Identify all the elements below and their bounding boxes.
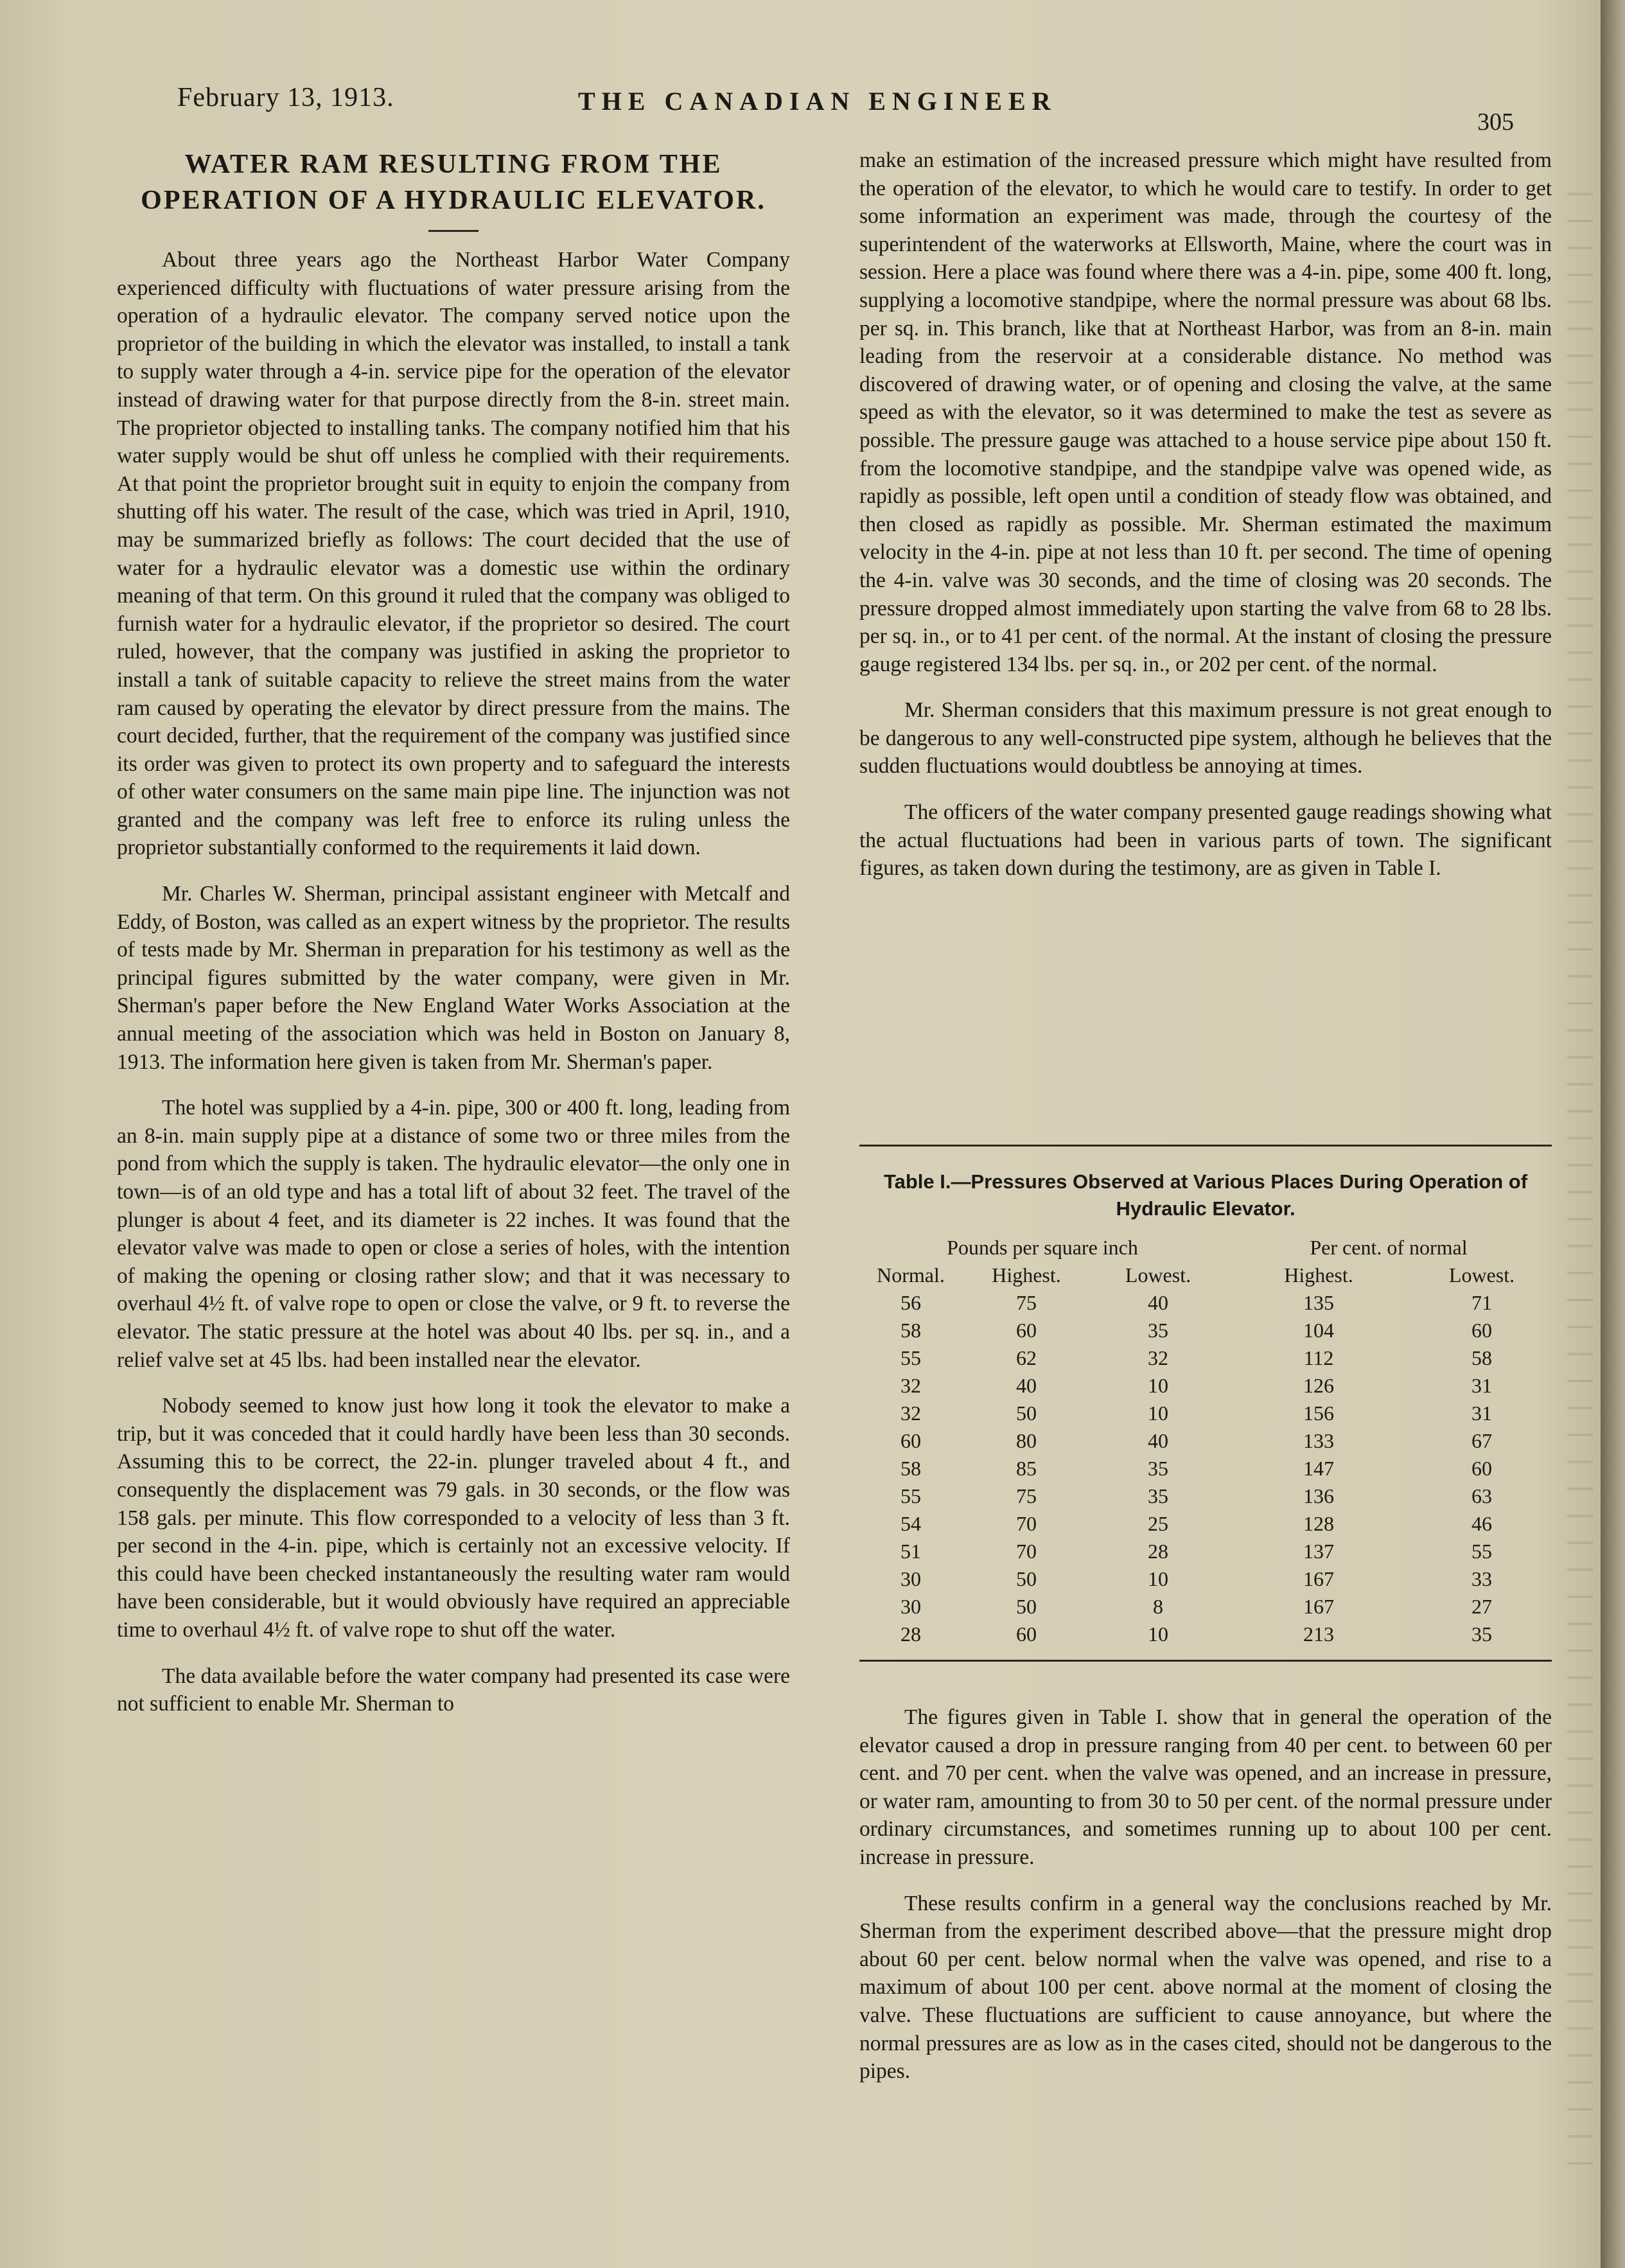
table-body [859, 1289, 1552, 1648]
table-cell: 32 [900, 1374, 921, 1397]
table-cell: 58 [1471, 1346, 1492, 1369]
table-cell: 10 [1148, 1402, 1168, 1425]
table-cell: 25 [1148, 1512, 1168, 1535]
pressure-table [859, 1145, 1552, 1662]
table-cell: 167 [1303, 1595, 1334, 1618]
paragraph: Mr. Charles W. Sherman, principal assistant engineer with Metcalf and Eddy, of Boston, was called as an expert witness by the proprietor. The results of tests made by Mr. Sherman in preparation for his testimony as well as the principal figures submitted by the water company, were given in Mr. Sherman's paper before the New England Water Works Association at the annual meeting of the association which was held in Boston on January 8, 1913. The information here given is taken from Mr. Sherman's paper. [117, 882, 790, 1074]
table-cell: 51 [900, 1540, 921, 1563]
paragraph: make an estimation of the increased pressure which might have resulted from the operation of the elevator, to which he would care to testify. In order to get some information an experiment was made, through the courtesy of the superintendent of the waterworks at Ellsworth, Maine, where the court was in session. Here a place was found where there was a 4-in. pipe, some 400 ft. long, supplying a locomotive standpipe, where the normal pressure was about 68 lbs. per sq. in. This branch, like that at Northeast Harbor, was from an 8-in. main leading from the reservoir at a considerable distance. No method was discovered of drawing water, or of opening and closing the valve, at the same speed as with the elevator, so it was determined to make the test as severe as possible. The pressure gauge was attached to a house service pipe about 150 ft. from the locomotive standpipe, and the standpipe valve was opened wide, as rapidly as possible, left open until a condition of steady flow was obtained, and then closed as rapidly as possible. Mr. Sherman estimated the maximum velocity in the 4-in. pipe at not less than 10 ft. per second. The time of opening the 4-in. valve was 30 seconds, and the time of closing was 20 seconds. The pressure dropped almost immediately upon starting the valve from 68 to 28 lbs. per sq. in., or to 41 per cent. of the normal. At the instant of closing the pressure gauge registered 134 lbs. per sq. in., or 202 per cent. of the normal. [859, 148, 1552, 676]
table-cell: 85 [1016, 1457, 1037, 1480]
paragraph: The hotel was supplied by a 4-in. pipe, 300 or 400 ft. long, leading from an 8-in. main supply pipe at a distance of some two or three miles from the pond from which the supply is taken. The hydraulic elevator—the only one in town—is of an old type and has a total lift of about 32 feet. The travel of the plunger is about 4 feet, and its diameter is 22 inches. It was found that the elevator valve was made to open or close a series of holes, with the intention of making the opening or closing rather slow; and that it was necessary to overhaul 4½ ft. of valve rope to open or close the valve, or 9 ft. to reverse the elevator. The static pressure at the hotel was about 40 lbs. per sq. in., and a relief valve set at 45 lbs. had been installed near the elevator. [117, 1096, 790, 1372]
table-cell: 213 [1303, 1622, 1334, 1646]
table-cell: 55 [900, 1484, 921, 1508]
table-cell: 30 [900, 1595, 921, 1618]
table-cell: 137 [1303, 1540, 1334, 1563]
paragraph: The figures given in Table I. show that in general the operation of the elevator caused a drop in pressure ranging from 40 per cent. to between 60 per cent. and 70 per cent. when the valve was opened, and an increase in pressure, or water ram, amounting to from 30 to 50 per cent. of the normal pressure under ordinary circumstances, and sometimes running up to about 100 per cent. increase in pressure. [859, 1705, 1552, 1869]
group-header: Per cent. of normal [1310, 1236, 1468, 1259]
table-cell: 80 [1016, 1429, 1037, 1452]
table-row [859, 1317, 1552, 1344]
table-cell: 50 [1016, 1402, 1037, 1425]
table-title: Table I.—Pressures Observed at Various Places During Operation of Hydraulic Elevator. [883, 1170, 1528, 1220]
after-table-text [859, 1703, 1552, 2086]
paragraph: The officers of the water company presented gauge readings showing what the actual fluctuations had been in various parts of town. The significant figures, as taken down during the testimony, are as given in Table I. [859, 800, 1552, 881]
paragraph: The data available before the water company had presented its case were not sufficient to enable Mr. Sherman to [117, 1664, 790, 1716]
table-cell: 60 [1471, 1319, 1492, 1342]
binding-edge [1601, 0, 1625, 2268]
table-cell: 126 [1303, 1374, 1334, 1397]
column-header: Lowest. [1125, 1263, 1191, 1287]
table-cell: 10 [1148, 1622, 1168, 1646]
table-cell: 70 [1016, 1512, 1037, 1535]
table-row [859, 1427, 1552, 1455]
table-cell: 30 [900, 1567, 921, 1590]
paragraph: About three years ago the Northeast Harbor Water Company experienced difficulty with fluctuations of water pressure arising from the operation of a hydraulic elevator. The company served notice upon the proprietor of the building in which the elevator was installed, to install a tank to supply water through a 4-in. service pipe for the operation of the elevator instead of drawing water for that purpose directly from the 8-in. street main. The proprietor objected to installing tanks. The company notified him that his water supply would be shut off unless he complied with their requirements. At that point the proprietor brought suit in equity to enjoin the company from shutting off his water. The result of the case, which was tried in April, 1910, may be summarized briefly as follows: The court decided that the use of water for a hydraulic elevator was a domestic use within the ordinary meaning of that term. On this ground it ruled that the company was obliged to furnish water for a hydraulic elevator, if the proprietor so desired. The court ruled, however, that the company was justified in asking the proprietor to install a tank of suitable capacity to relieve the street mains from the water ram caused by operating the elevator by direct pressure from the mains. The court decided, further, that the requirement of the company was justified since its order was given to protect its own property and to safeguard the interests of other water consumers on the same main pipe line. The injunction was not granted and the company was left free to enforce its ruling unless the proprietor substantially conformed to the requirements it laid down. [117, 248, 790, 860]
data-table [859, 1234, 1552, 1648]
table-cell: 112 [1303, 1346, 1334, 1369]
paragraph: These results confirm in a general way the conclusions reached by Mr. Sherman from the experiment described above—that the pressure might drop about 60 per cent. below normal when the valve was opened, and rise to a maximum of about 100 per cent. above normal at the moment of closing the valve. These fluctuations are sufficient to cause annoyance, but where the normal pressures are as low as in the cases cited, should not be dangerous to the pipes. [859, 1891, 1552, 2084]
table-cell: 75 [1016, 1291, 1037, 1314]
table-cell: 133 [1303, 1429, 1334, 1452]
table-cell: 10 [1148, 1567, 1168, 1590]
column-header: Highest. [992, 1263, 1061, 1287]
table-cell: 50 [1016, 1567, 1037, 1590]
table-cell: 55 [1471, 1540, 1492, 1563]
table-cell: 28 [900, 1622, 921, 1646]
table-cell: 128 [1303, 1512, 1334, 1535]
column-header: Highest. [1284, 1263, 1353, 1287]
journal-title: THE CANADIAN ENGINEER [578, 87, 1057, 116]
table-cell: 104 [1303, 1319, 1334, 1342]
article-title: WATER RAM RESULTING FROM THE OPERATION OF A HYDRAULIC ELEVATOR. [141, 150, 766, 215]
table-cell: 60 [1016, 1622, 1037, 1646]
paragraph: Nobody seemed to know just how long it took the elevator to make a trip, but it was conceded that it could hardly have been less than 30 seconds. Assuming this to be correct, the 22-in. plunger traveled about 4 ft., and consequently the displacement was 79 gals. in 30 seconds, or the flow was 158 gals. per minute. This flow corresponded to a velocity of less than 3 ft. per second in the 4-in. pipe, which is certainly not an excessive velocity. If this could have been checked instantaneously the resulting water ram would have been considerable, but it would obviously have required an appreciable time to overhaul 4½ ft. of valve rope to shut off the water. [117, 1394, 790, 1642]
issue-date: February 13, 1913. [177, 83, 394, 112]
table-cell: 136 [1303, 1484, 1334, 1508]
table-cell: 40 [1148, 1429, 1168, 1452]
table-cell: 27 [1471, 1595, 1492, 1618]
page-number: 305 [1477, 109, 1514, 136]
table-cell: 63 [1471, 1484, 1492, 1508]
table-cell: 55 [900, 1346, 921, 1369]
table-row [859, 1372, 1552, 1400]
table-row [859, 1289, 1552, 1317]
table-cell: 33 [1471, 1567, 1492, 1590]
table-cell: 31 [1471, 1402, 1492, 1425]
table-cell: 71 [1471, 1291, 1492, 1314]
table-cell: 167 [1303, 1567, 1334, 1590]
table-cell: 8 [1153, 1595, 1163, 1618]
table-cell: 35 [1148, 1484, 1168, 1508]
table-cell: 35 [1148, 1457, 1168, 1480]
table-cell: 54 [900, 1512, 921, 1535]
table-cell: 32 [900, 1402, 921, 1425]
table-cell: 50 [1016, 1595, 1037, 1618]
table-cell: 58 [900, 1457, 921, 1480]
table-row [859, 1455, 1552, 1482]
table-cell: 46 [1471, 1512, 1492, 1535]
table-cell: 60 [900, 1429, 921, 1452]
table-cell: 62 [1016, 1346, 1037, 1369]
column-header: Lowest. [1448, 1263, 1515, 1287]
table-cell: 67 [1471, 1429, 1492, 1452]
table-cell: 10 [1148, 1374, 1168, 1397]
column-header: Normal. [877, 1263, 945, 1287]
paragraph: Mr. Sherman considers that this maximum pressure is not great enough to be dangerous to any well-constructed pipe system, although he believes that the sudden fluctuations would doubtless be annoying at times. [859, 698, 1552, 778]
running-head [0, 82, 1601, 136]
table-cell: 58 [900, 1319, 921, 1342]
right-column [859, 146, 1552, 883]
table-cell: 56 [900, 1291, 921, 1314]
table-cell: 40 [1016, 1374, 1037, 1397]
table-cell: 31 [1471, 1374, 1492, 1397]
table-cell: 147 [1303, 1457, 1334, 1480]
left-column [117, 146, 790, 1718]
table-row [859, 1565, 1552, 1593]
table-cell: 70 [1016, 1540, 1037, 1563]
table-cell: 35 [1148, 1319, 1168, 1342]
table-row [859, 1621, 1552, 1648]
table-cell: 156 [1303, 1402, 1334, 1425]
table-row [859, 1482, 1552, 1510]
table-row [859, 1344, 1552, 1372]
table-row [859, 1400, 1552, 1427]
table-cell: 60 [1016, 1319, 1037, 1342]
table-cell: 40 [1148, 1291, 1168, 1314]
table-row [859, 1510, 1552, 1538]
table-cell: 135 [1303, 1291, 1334, 1314]
table-cell: 32 [1148, 1346, 1168, 1369]
table-row [859, 1538, 1552, 1565]
table-cell: 35 [1471, 1622, 1492, 1646]
table-row [859, 1593, 1552, 1621]
title-rule [428, 230, 479, 232]
table-cell: 75 [1016, 1484, 1037, 1508]
show-through-margin [1567, 193, 1593, 2184]
group-header: Pounds per square inch [947, 1236, 1138, 1259]
table-cell: 60 [1471, 1457, 1492, 1480]
table-cell: 28 [1148, 1540, 1168, 1563]
